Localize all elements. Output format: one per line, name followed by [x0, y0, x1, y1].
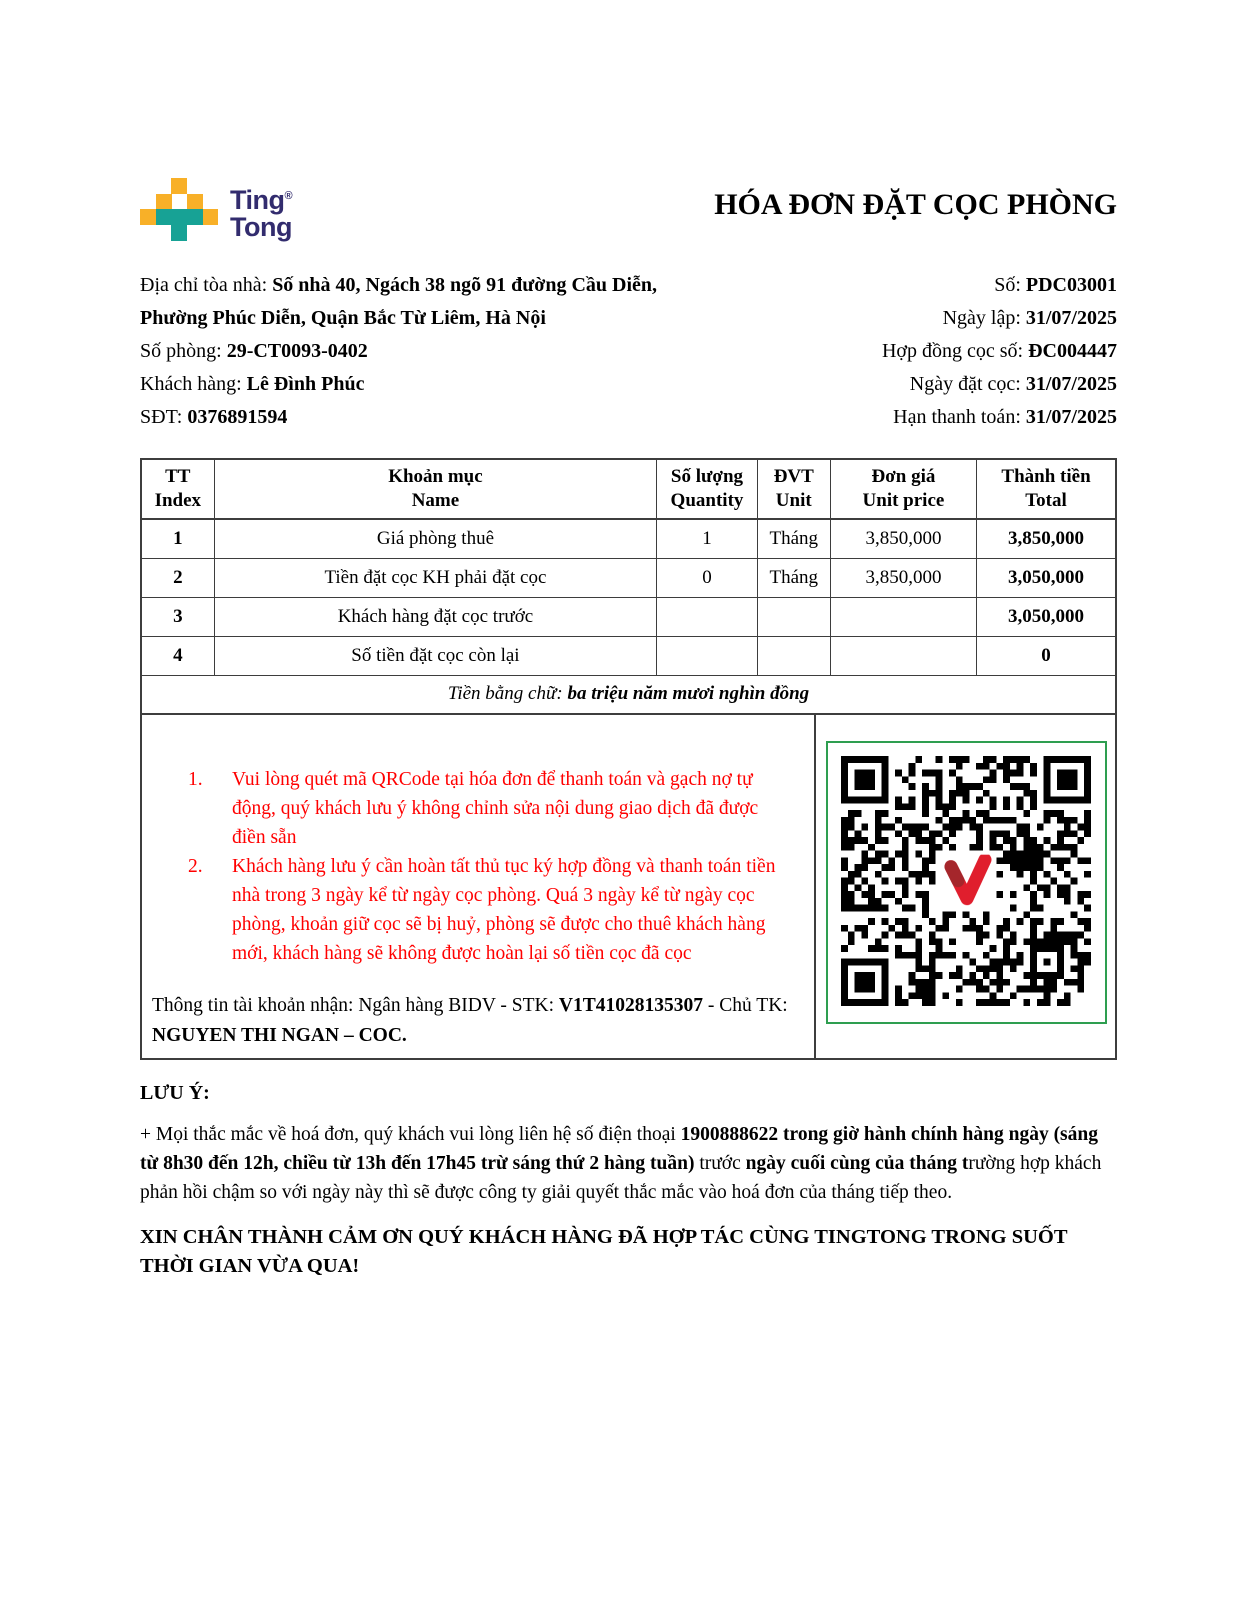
list-item [152, 765, 800, 852]
cell-name: Giá phòng thuê [214, 519, 657, 558]
col-header-name: Khoản mục Name [214, 459, 657, 519]
cell-name: Khách hàng đặt cọc trước [214, 597, 657, 636]
notice-heading: LƯU Ý: [140, 1082, 210, 1104]
cell-unit-price [830, 636, 976, 675]
notes-and-qr-section [140, 715, 1117, 1060]
table-row [141, 558, 1116, 597]
payment-qr-box [826, 741, 1107, 1024]
invoice-number-line: Số: PDC03001 [994, 274, 1117, 296]
customer-info [140, 269, 780, 434]
table-row [141, 636, 1116, 675]
logo-square [156, 209, 203, 225]
col-header-unit-price: Đơn giá Unit price [830, 459, 976, 519]
cell-quantity: 0 [657, 558, 757, 597]
cell-unit-price [830, 597, 976, 636]
due-date-line: Hạn thanh toán: 31/07/2025 [893, 406, 1117, 428]
col-header-index: TT Index [141, 459, 214, 519]
cell-total: 3,850,000 [977, 519, 1116, 558]
cell-index: 3 [141, 597, 214, 636]
logo-square [202, 209, 218, 225]
cell-total: 3,050,000 [977, 558, 1116, 597]
deposit-date-line: Ngày đặt cọc: 31/07/2025 [909, 373, 1117, 395]
invoice-info [140, 269, 1117, 434]
tingtong-logo [140, 178, 292, 241]
bank-account-info: Thông tin tài khoản nhận: Ngân hàng BIDV - STK: V1T41028135307 - Chủ TK: NGUYEN THI NGAN – COC. [152, 995, 788, 1046]
page-title: HÓA ĐƠN ĐẶT CỌC PHÒNG [714, 188, 1117, 221]
vietqr-v-icon [938, 851, 996, 909]
col-header-total: Thành tiền Total [977, 459, 1116, 519]
cell-unit [757, 597, 830, 636]
cell-name: Số tiền đặt cọc còn lại [214, 636, 657, 675]
building-address-line2: Phường Phúc Diễn, Quận Bắc Từ Liêm, Hà Nội [140, 307, 546, 329]
cell-unit-price: 3,850,000 [830, 558, 976, 597]
invoice-meta [780, 269, 1117, 434]
red-notes-list [152, 765, 800, 968]
table-row [141, 597, 1116, 636]
logo-square [171, 225, 187, 241]
list-number: 2. [188, 856, 203, 877]
list-item [152, 852, 800, 968]
cell-index: 4 [141, 636, 214, 675]
thank-you-paragraph: XIN CHÂN THÀNH CẢM ƠN QUÝ KHÁCH HÀNG ĐÃ HỢP TÁC CÙNG TINGTONG TRONG SUỐT THỜI GIAN VỪA QUA! [140, 1226, 1068, 1277]
col-header-unit: ĐVT Unit [757, 459, 830, 519]
cell-index: 1 [141, 519, 214, 558]
bank-account-number: V1T41028135307 [558, 995, 704, 1016]
phone-line: SĐT: 0376891594 [140, 406, 288, 428]
cell-unit: Tháng [757, 558, 830, 597]
header [140, 178, 1117, 241]
cell-quantity [657, 597, 757, 636]
logo-square [187, 194, 203, 210]
customer-name-line: Khách hàng: Lê Đình Phúc [140, 373, 365, 395]
cell-unit: Tháng [757, 519, 830, 558]
cell-total: 0 [977, 636, 1116, 675]
payment-notes-cell [142, 715, 816, 1058]
list-number: 1. [188, 769, 203, 790]
tingtong-logo-mark-icon [140, 178, 218, 241]
qr-cell [816, 715, 1115, 1058]
cell-quantity [657, 636, 757, 675]
issue-date-line: Ngày lập: 31/07/2025 [942, 307, 1117, 329]
cell-name: Tiền đặt cọc KH phải đặt cọc [214, 558, 657, 597]
room-number-line: Số phòng: 29-CT0093-0402 [140, 340, 368, 362]
cell-index: 2 [141, 558, 214, 597]
bank-account-holder: NGUYEN THI NGAN – COC. [152, 1025, 407, 1046]
logo-wordmark: Ting® Tong [230, 185, 293, 242]
amount-in-words: Tiền bằng chữ: ba triệu năm mươi nghìn đồng [141, 675, 1116, 714]
logo-square [156, 194, 172, 210]
note-text: Khách hàng lưu ý cần hoàn tất thủ tục ký hợp đồng và thanh toán tiền nhà trong 3 ngày kể từ ngày cọc phòng. Quá 3 ngày kể từ ngày cọc phòng, khoản giữ cọc sẽ bị huỷ, phòng sẽ được cho thuê khách hàng mới, khách hàng sẽ không được hoàn lại số tiền cọc đã cọc [232, 856, 776, 964]
table-header-row [141, 459, 1116, 519]
cell-quantity: 1 [657, 519, 757, 558]
amount-in-words-row [141, 675, 1116, 714]
note-text: Vui lòng quét mã QRCode tại hóa đơn để thanh toán và gạch nợ tự động, quý khách lưu ý không chỉnh sửa nội dung giao dịch đã được điền sẵn [232, 769, 759, 848]
invoice-items-table [140, 458, 1117, 715]
contract-number-line: Hợp đồng cọc số: ĐC004447 [881, 340, 1117, 362]
cell-unit [757, 636, 830, 675]
col-header-quantity: Số lượng Quantity [657, 459, 757, 519]
logo-square [140, 209, 156, 225]
cell-total: 3,050,000 [977, 597, 1116, 636]
logo-square [171, 178, 187, 194]
registered-mark: ® [284, 190, 293, 202]
building-address-line: Địa chỉ tòa nhà: Số nhà 40, Ngách 38 ngõ 91 đường Cầu Diễn, [140, 274, 658, 296]
notice-paragraph: + Mọi thắc mắc về hoá đơn, quý khách vui lòng liên hệ số điện thoại 1900888622 trong giờ hành chính hàng ngày (sáng từ 8h30 đến 12h, chiều từ 13h đến 17h45 trừ sáng thứ 2 hàng tuần) trước ngày cuối cùng của tháng trường hợp khách phản hồi chậm so với ngày này thì sẽ được công ty giải quyết thắc mắc vào hoá đơn của tháng tiếp theo. [140, 1124, 1102, 1203]
table-row [141, 519, 1116, 558]
cell-unit-price: 3,850,000 [830, 519, 976, 558]
